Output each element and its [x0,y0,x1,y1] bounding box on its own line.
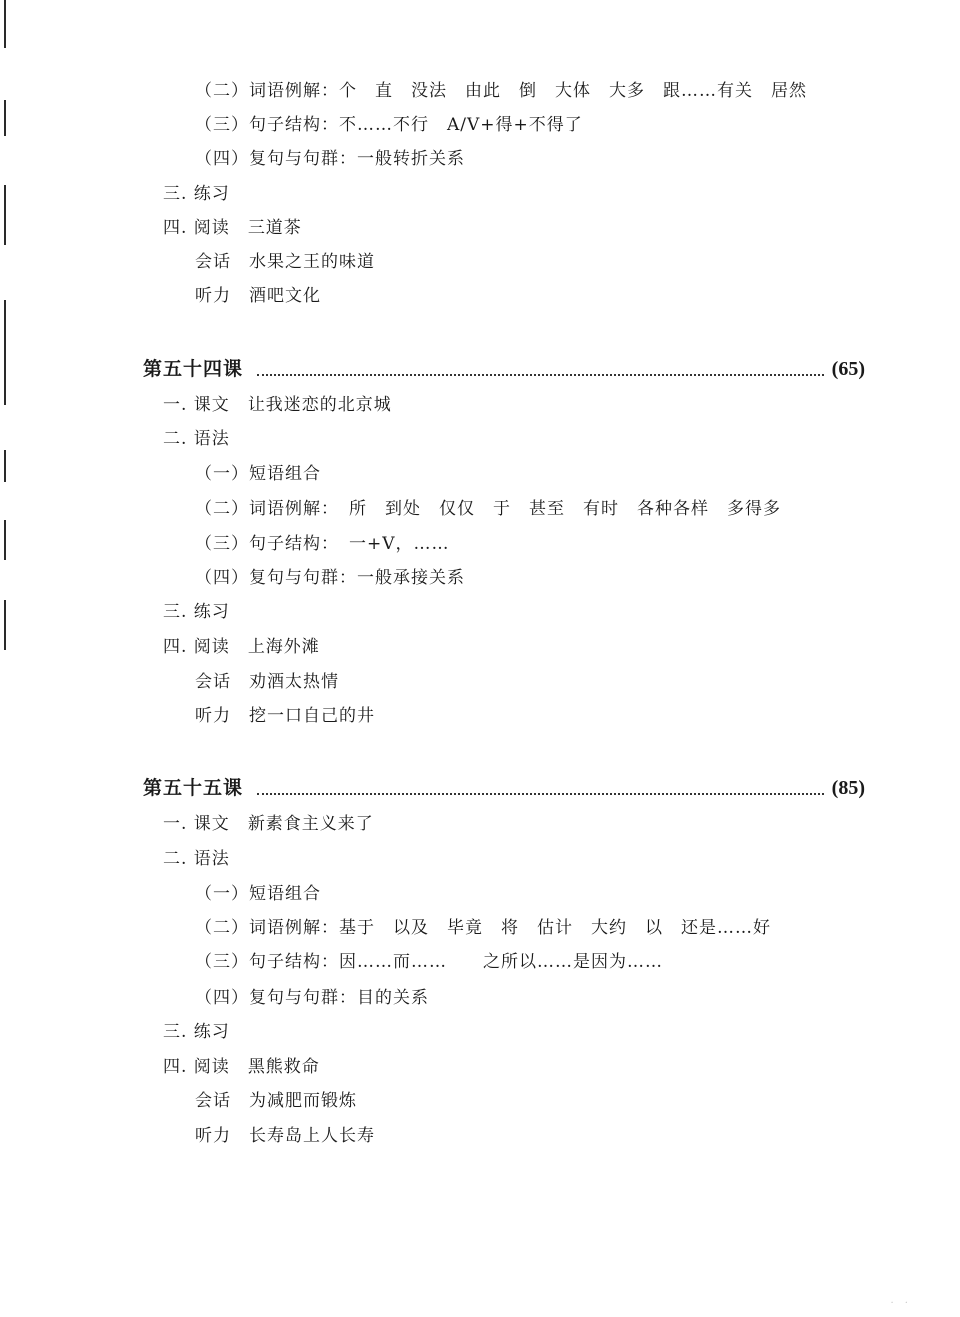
toc-item-reading: 四. 阅读 黑熊救命 [163,1057,320,1077]
toc-item-vocab-examples: （二）词语例解：个 直 没法 由此 倒 大体 大多 跟……有关 居然 [195,81,807,101]
toc-item-reading: 四. 阅读 三道茶 [163,218,302,238]
toc-item-grammar: 二. 语法 [163,849,230,869]
lesson-title: 第五十四课 [143,358,244,380]
lesson-55-heading [143,774,865,800]
scan-edge-mark [4,300,6,405]
scan-edge-mark [4,600,6,650]
toc-item-conversation: 会话 劝酒太热情 [195,672,339,692]
toc-item-text: 一. 课文 让我迷恋的北京城 [163,395,392,415]
toc-item-listening: 听力 酒吧文化 [195,286,321,306]
scan-corner-mark: · · [890,1298,912,1309]
toc-item-listening: 听力 挖一口自己的井 [195,706,375,726]
toc-item-reading: 四. 阅读 上海外滩 [163,637,320,657]
toc-item-complex-sentences: （四）复句与句群：一般转折关系 [195,149,465,169]
lesson-title: 第五十五课 [143,777,244,799]
toc-item-phrase-combination: （一）短语组合 [195,464,321,484]
page-number: (65) [831,358,865,380]
page-number: (85) [831,777,865,799]
toc-item-listening: 听力 长寿岛上人长寿 [195,1126,375,1146]
toc-item-sentence-structure: （三）句子结构：不……不行 A/V+得+不得了 [195,115,583,135]
leader-dots [257,374,824,376]
toc-item-sentence-structure: （三）句子结构：因……而…… 之所以……是因为…… [195,952,663,972]
scan-edge-mark [4,450,6,482]
scan-edge-mark [4,185,6,245]
toc-item-complex-sentences: （四）复句与句群：一般承接关系 [195,568,465,588]
toc-item-vocab-examples: （二）词语例解：基于 以及 毕竟 将 估计 大约 以 还是……好 [195,918,771,938]
scan-edge-mark [4,520,6,560]
scan-edge-mark [4,100,6,136]
toc-item-vocab-examples: （二）词语例解： 所 到处 仅仅 于 甚至 有时 各种各样 多得多 [195,499,781,519]
toc-item-text: 一. 课文 新素食主义来了 [163,814,374,834]
toc-item-conversation: 会话 水果之王的味道 [195,252,375,272]
toc-item-exercises: 三. 练习 [163,602,230,622]
toc-item-conversation: 会话 为减肥而锻炼 [195,1091,357,1111]
toc-item-grammar: 二. 语法 [163,429,230,449]
toc-item-exercises: 三. 练习 [163,184,230,204]
lesson-54-heading [143,355,865,381]
toc-item-exercises: 三. 练习 [163,1022,230,1042]
leader-dots [257,793,824,795]
toc-item-phrase-combination: （一）短语组合 [195,884,321,904]
toc-item-sentence-structure: （三）句子结构： 一+V，…… [195,534,450,554]
toc-item-complex-sentences: （四）复句与句群：目的关系 [195,988,429,1008]
scan-edge-mark [4,0,6,48]
